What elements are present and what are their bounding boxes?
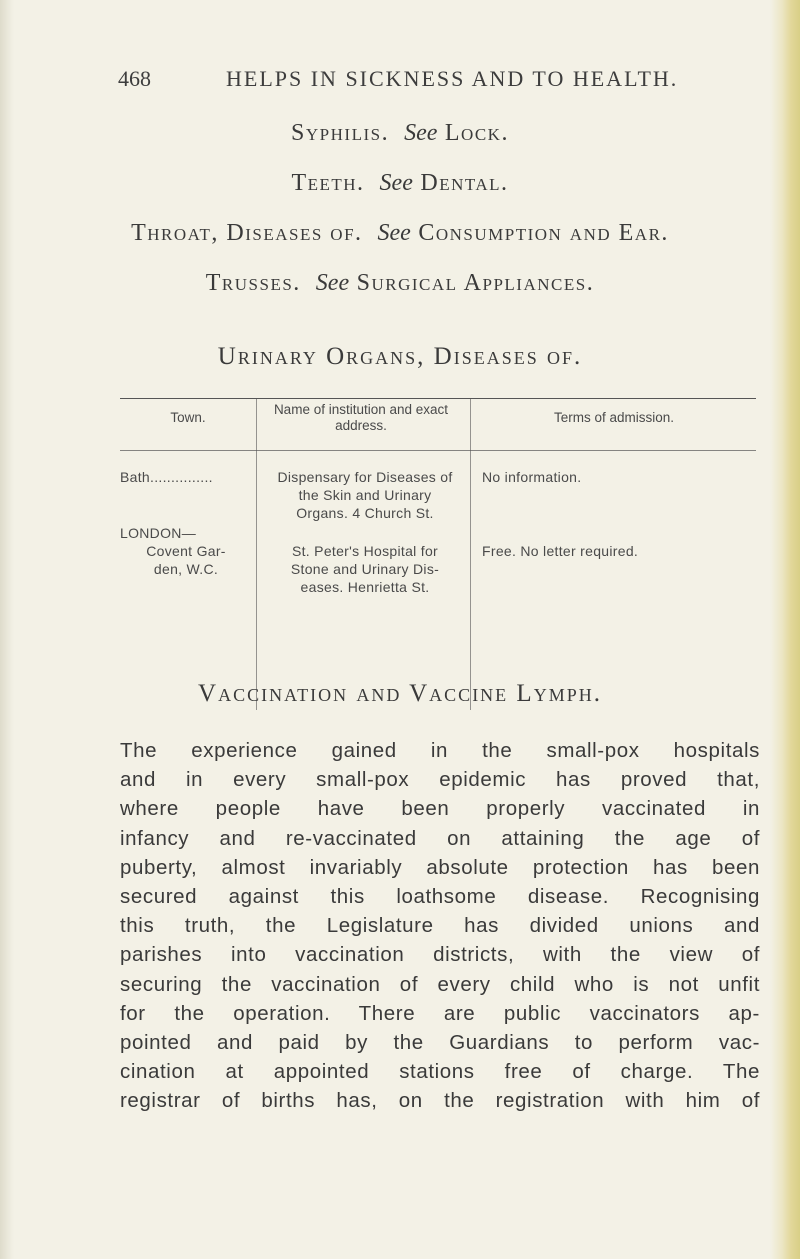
- entry-term: Syphilis.: [291, 120, 390, 146]
- paragraph-line: infancy and re-vaccinated on attaining the age of: [120, 826, 760, 850]
- entry-see: See: [404, 120, 438, 146]
- paragraph-line: The experience gained in the small-pox hospitals: [120, 739, 760, 762]
- institution-line: eases. Henrietta St.: [300, 579, 430, 595]
- row-st-peters-institution: [260, 542, 470, 596]
- entry-see: See: [379, 170, 413, 196]
- entry-see: See: [377, 220, 411, 246]
- paragraph-line: for the operation. There are public vaccinators ap-: [120, 1001, 760, 1025]
- paragraph-line: cination at appointed stations free of charge. The: [120, 1060, 760, 1084]
- table-top-rule: [120, 398, 756, 399]
- entry-term: Trusses.: [205, 270, 301, 296]
- section-title-urinary: Urinary Organs, Diseases of.: [217, 343, 583, 370]
- row-bath-town: Bath...............: [120, 469, 213, 485]
- paragraph-line: parishes into vaccination districts, with the view of: [120, 943, 760, 967]
- row-st-peters-terms: Free. No letter required.: [482, 543, 639, 559]
- institution-line: Organs. 4 Church St.: [296, 505, 434, 521]
- town-line: Covent Gar-: [146, 543, 226, 559]
- column-header-institution: Name of institution and exact address.: [273, 402, 449, 433]
- paragraph-line: and in every small-pox epidemic has proved that,: [120, 768, 760, 792]
- row-covent-garden-town: [120, 542, 252, 578]
- entry-term: Teeth.: [291, 170, 365, 196]
- vaccination-paragraph: [120, 736, 760, 1116]
- entry-throat: [0, 220, 800, 247]
- town-line: den, W.C.: [153, 561, 219, 577]
- paragraph-line: registrar of births has, on the registration with him of: [120, 1089, 760, 1113]
- paragraph-line: puberty, almost invariably absolute protection has been: [120, 855, 760, 879]
- row-bath-institution: [260, 468, 470, 522]
- paragraph-line: where people have been properly vaccinated in: [120, 797, 760, 821]
- entry-term: Throat, Diseases of.: [131, 220, 363, 246]
- entry-teeth: [0, 170, 800, 197]
- page-number: 468: [118, 66, 151, 91]
- entry-target: Lock.: [444, 120, 509, 146]
- entry-syphilis: [0, 120, 800, 147]
- table-header-rule: [120, 450, 756, 451]
- institutions-table: [120, 398, 756, 710]
- column-header-terms: Terms of admission.: [553, 410, 675, 425]
- paragraph-line: secured against this loathsome disease. Recognising: [120, 885, 760, 909]
- entry-see: See: [315, 270, 350, 296]
- institution-line: Dispensary for Diseases of: [277, 469, 453, 485]
- entry-trusses: [0, 270, 800, 297]
- row-bath-terms: No information.: [482, 469, 582, 485]
- column-divider-2: [470, 398, 471, 710]
- institution-line: the Skin and Urinary: [298, 487, 432, 503]
- institution-line: Stone and Urinary Dis-: [290, 561, 440, 577]
- column-divider-1: [256, 398, 257, 710]
- running-title: HELPS IN SICKNESS AND TO HEALTH.: [226, 66, 679, 91]
- paragraph-line: this truth, the Legislature has divided unions and: [120, 914, 760, 938]
- paragraph-line: pointed and paid by the Guardians to perform vac-: [120, 1031, 760, 1055]
- column-header-town: Town.: [170, 410, 206, 425]
- paragraph-line: securing the vaccination of every child who is not unfit: [120, 972, 760, 996]
- entry-target: Dental.: [420, 170, 509, 196]
- row-london-group: LONDON—: [120, 525, 196, 541]
- entry-target: Surgical Appliances.: [356, 270, 595, 296]
- entry-target: Consumption and Ear.: [418, 220, 669, 246]
- institution-line: St. Peter's Hospital for: [291, 543, 439, 559]
- section-title-vaccination: Vaccination and Vaccine Lymph.: [198, 680, 602, 707]
